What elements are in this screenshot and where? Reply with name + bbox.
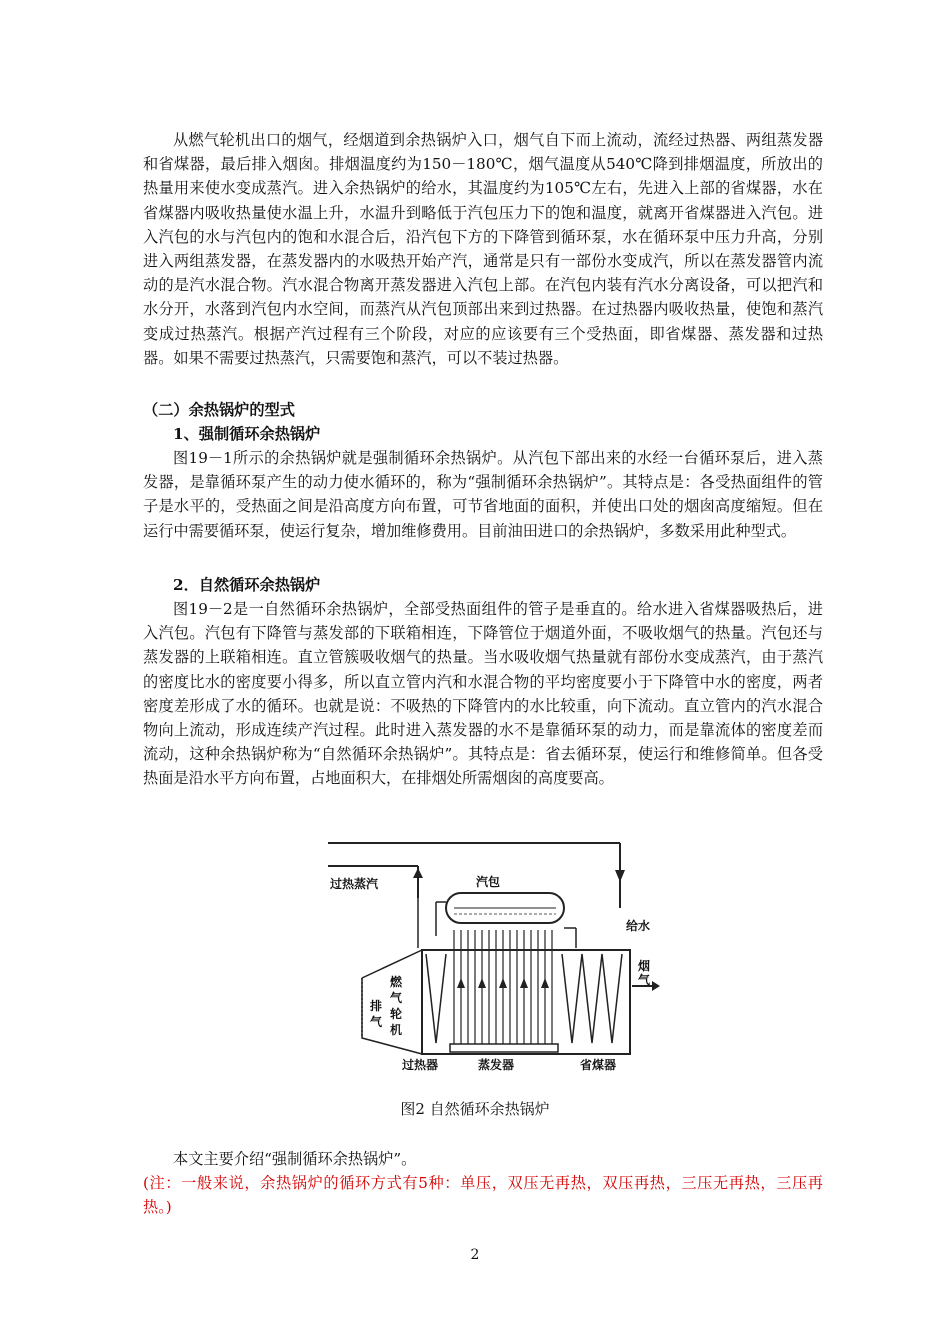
page-number: 2 (470, 1247, 480, 1263)
paragraph-natural-circulation: 图19－2是一自然循环余热锅炉，全部受热面组件的管子是垂直的。给水进入省煤器吸热后，进入汽包。汽包有下降管与蒸发部的下联箱相连，下降管位于烟道外面，不吸收烟气的热量。汽包还与蒸发器的上联箱相连。直立管簇吸收烟气的热量。当水吸收烟气热量就有部份水变成蒸汽，由于蒸汽的密度比水的密度要小得多，所以直立管内汽和水混合物的平均密度要小于下降管中水的密度，两者密度差形成了水的循环。也就是说：不吸热的下降管内的水比较重，向下流动。直立管内的汽水混合物向上流动，形成连续产汽过程。此时进入蒸发器的水不是靠循环泵的动力，而是靠流体的密度差而流动，这种余热锅炉称为“自然循环余热锅炉”。其特点是：省去循环泵，使运行和维修简单。但各受热面是沿水平方向布置，占地面积大，在排烟处所需烟囱的高度要高。 (143, 600, 823, 788)
svg-text:轮: 轮 (390, 1007, 403, 1021)
paragraph-forced-circulation: 图19－1所示的余热锅炉就是强制循环余热锅炉。从汽包下部出来的水经一台循环泵后，进入蒸发器，是靠循环泵产生的动力使水循环的，称为“强制循环余热锅炉”。其特点是：各受热面组件的管子是水平的，受热面之间是沿高度方向布置，可节省地面的面积，并使出口处的烟囱高度缩短。但在运行中需要循环泵，使运行复杂，增加维修费用。目前油田进口的余热锅炉，多数采用此种型式。 (143, 449, 823, 540)
paragraph-circulation-note: (注：一般来说，余热锅炉的循环方式有5种：单压，双压无再热，双压再热，三压无再热，三压再热。) (143, 1174, 823, 1217)
svg-text:机: 机 (390, 1023, 403, 1037)
label-drum: 汽包 (476, 875, 501, 889)
svg-text:燃: 燃 (390, 975, 403, 989)
label-superheated-steam: 过热蒸汽 (330, 877, 379, 891)
label-economizer: 省煤器 (580, 1058, 617, 1072)
figure-caption: 图2 自然循环余热锅炉 (400, 1100, 550, 1118)
svg-text:烟: 烟 (638, 959, 651, 973)
label-evaporator: 蒸发器 (478, 1058, 515, 1072)
subheading-natural-circulation: 2．自然循环余热锅炉 (173, 576, 321, 594)
label-superheater: 过热器 (402, 1058, 439, 1072)
label-gas-turbine (389, 974, 403, 1037)
svg-text:气: 气 (390, 991, 403, 1005)
paragraph-intro-note: 本文主要介绍“强制循环余热锅炉”。 (173, 1150, 417, 1168)
paragraph-process-description: 从燃气轮机出口的烟气，经烟道到余热锅炉入口，烟气自下而上流动，流经过热器、两组蒸发器和省煤器，最后排入烟囱。排烟温度约为150－180℃，烟气温度从540℃降到排烟温度，所放出的热量用来使水变成蒸汽。进入余热锅炉的给水，其温度约为105℃左右，先进入上部的省煤器，水在省煤器内吸收热量使水温上升，水温升到略低于汽包压力下的饱和温度，就离开省煤器进入汽包。进入汽包的水与汽包内的饱和水混合后，沿汽包下方的下降管到循环泵，水在循环泵中压力升高，分别进入两组蒸发器，在蒸发器内的水吸热开始产汽，通常是只有一部份水变成汽，所以在蒸发器管内流动的是汽水混合物。汽水混合物离开蒸发器进入汽包上部。在汽包内装有汽水分离设备，可以把汽和水分开，水落到汽包内水空间，而蒸汽从汽包顶部出来到过热器。在过热器内吸收热量，使饱和蒸汽变成过热蒸汽。根据产汽过程有三个阶段，对应的应该要有三个受热面，即省煤器、蒸发器和过热器。如果不需要过热蒸汽，只需要饱和蒸汽，可以不装过热器。 (143, 131, 823, 367)
natural-circulation-boiler-diagram (326, 838, 662, 1074)
section-heading-boiler-types: （二）余热锅炉的型式 (143, 401, 295, 419)
label-feed-water: 给水 (626, 919, 651, 933)
label-exhaust (369, 998, 383, 1029)
subheading-forced-circulation: 1、强制循环余热锅炉 (173, 425, 321, 443)
svg-text:气: 气 (370, 1015, 383, 1029)
svg-text:气: 气 (638, 973, 651, 987)
label-flue-gas (637, 958, 651, 987)
svg-text:排: 排 (370, 999, 383, 1013)
